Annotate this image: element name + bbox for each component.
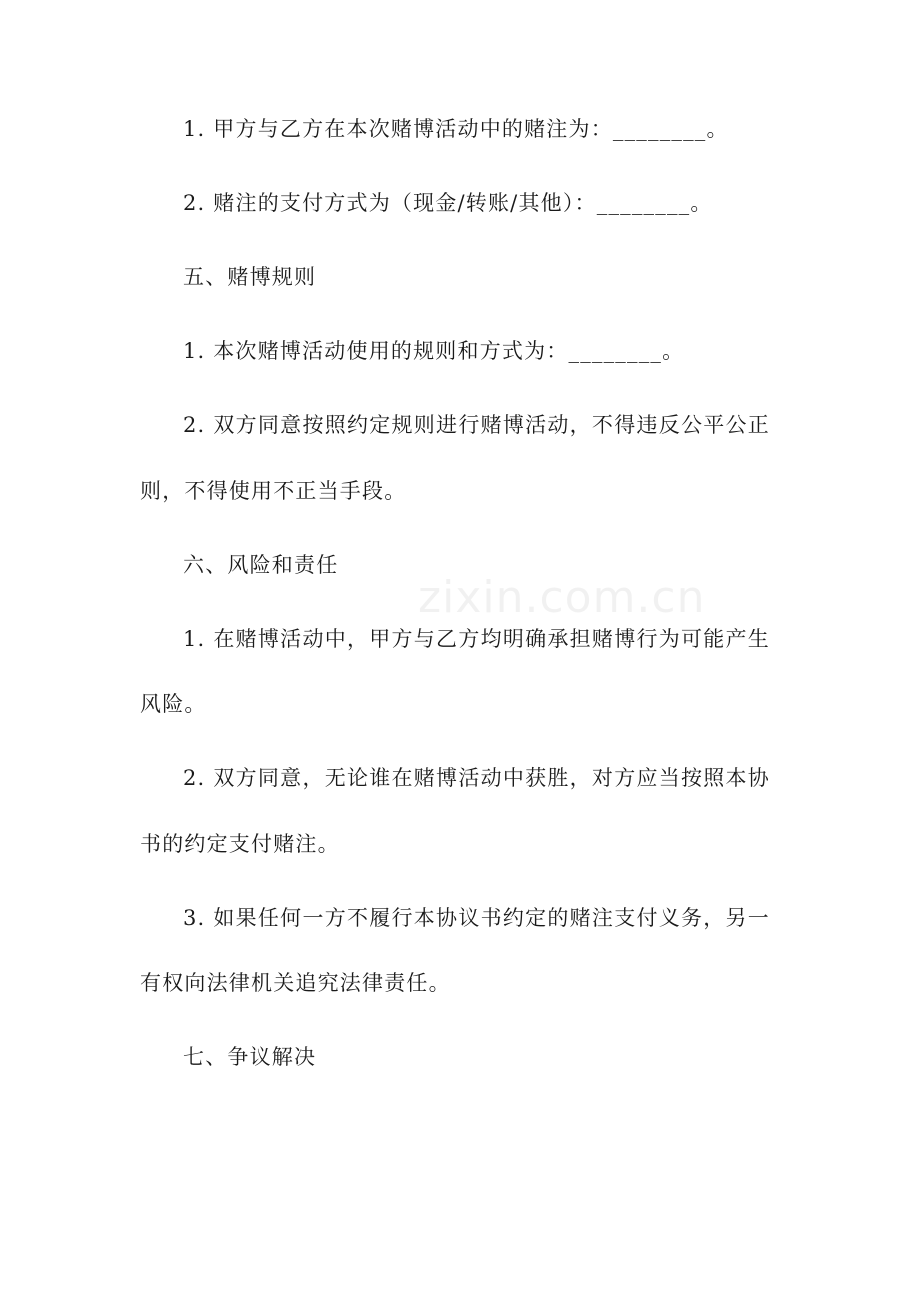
clause-risk: [140, 607, 770, 738]
paragraph-line: 2. 赌注的支付方式为（现金/转账/其他）：________。: [183, 191, 713, 215]
section-heading: 七、争议解决: [183, 1045, 317, 1069]
clause-breach-liability: [140, 886, 770, 1017]
clause-payment-method: [140, 171, 770, 237]
paragraph-line: 书的约定支付赌注。: [140, 831, 340, 856]
section-heading: 六、风险和责任: [183, 552, 339, 577]
paragraph-line: 2. 双方同意按照约定规则进行赌博活动，不得违反公平公正: [183, 413, 770, 437]
section-heading-risk: [140, 533, 770, 599]
section-heading-dispute: [140, 1025, 770, 1091]
watermark: zixin.com.cn: [418, 572, 706, 623]
section-heading-rules: [140, 245, 770, 311]
clause-rules-method: [140, 319, 770, 385]
clause-winner-payment: [140, 746, 770, 877]
paragraph-line: 1. 在赌博活动中，甲方与乙方均明确承担赌博行为可能产生: [183, 626, 770, 651]
paragraph-line: 风险。: [140, 692, 207, 716]
clause-agree-rules: [140, 393, 770, 524]
paragraph-line: 则，不得使用不正当手段。: [140, 478, 407, 503]
clause-stake-amount: [140, 97, 770, 163]
paragraph-line: 2. 双方同意，无论谁在赌博活动中获胜，对方应当按照本协: [183, 766, 770, 790]
paragraph-line: 有权向法律机关追究法律责任。: [140, 971, 451, 995]
paragraph-line: 1. 甲方与乙方在本次赌博活动中的赌注为：________。: [183, 117, 729, 141]
paragraph-line: 1. 本次赌博活动使用的规则和方式为：________。: [183, 339, 685, 363]
document-body: [140, 97, 770, 1099]
section-heading: 五、赌博规则: [183, 265, 317, 289]
paragraph-line: 3. 如果任何一方不履行本协议书约定的赌注支付义务，另一: [183, 905, 770, 930]
